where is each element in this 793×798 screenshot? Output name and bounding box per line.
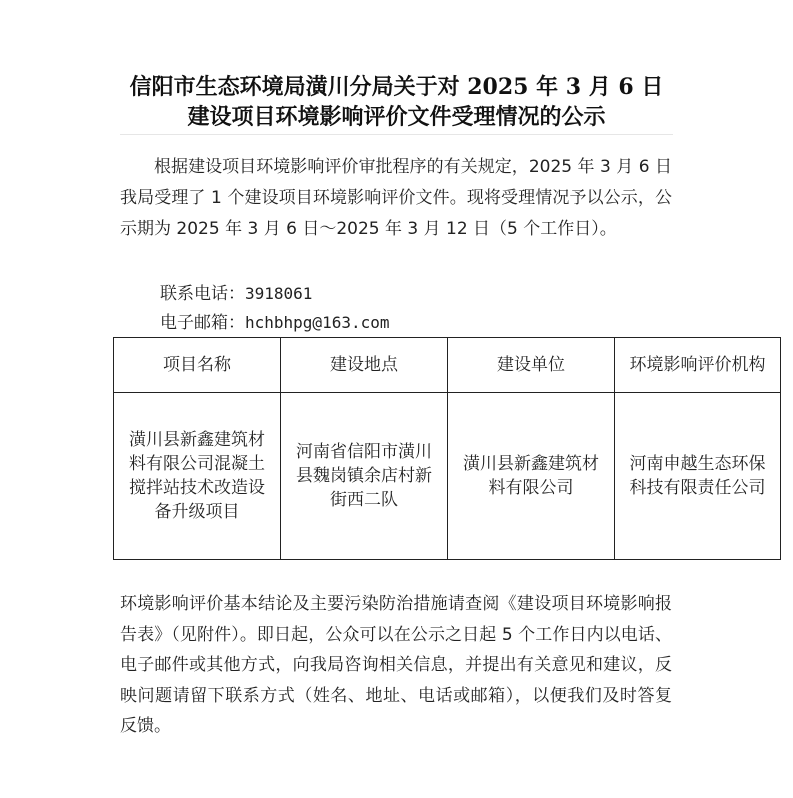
cell-eia-agency: 河南申越生态环保科技有限责任公司 [615,393,781,560]
header-builder: 建设单位 [448,338,615,393]
header-eia-agency: 环境影响评价机构 [615,338,781,393]
cell-location: 河南省信阳市潢川县魏岗镇余店村新街西二队 [281,393,448,560]
intro-section [120,152,672,245]
title-line-1: 信阳市生态环境局潢川分局关于对 2025 年 3 月 6 日 [129,74,664,100]
contact-phone [160,282,312,306]
phone-value: 3918061 [245,284,313,303]
table-row [114,393,781,560]
cell-project-name: 潢川县新鑫建筑材料有限公司混凝土搅拌站技术改造设备升级项目 [114,393,281,560]
email-value: hchbhpg@163.com [245,313,390,332]
page-title [0,72,793,132]
footer-paragraph: 环境影响评价基本结论及主要污染防治措施请查阅《建设项目环境影响报告表》（见附件）。即日起，公众可以在公示之日起 5 个工作日内以电话、电子邮件或其他方式，向我局咨询相关信息，并提出有关意见和建议，反映问题请留下联系方式（姓名、地址、电话或邮箱），以便我们及时答复反馈。 [120,594,672,736]
cell-builder: 潢川县新鑫建筑材料有限公司 [448,393,615,560]
acceptance-table [113,337,781,560]
contact-email [160,311,390,335]
title-divider [120,134,673,135]
intro-paragraph: 根据建设项目环境影响评价审批程序的有关规定，2025 年 3 月 6 日我局受理了 1 个建设项目环境影响评价文件。现将受理情况予以公示，公示期为 2025 年 3 月 6 日～2025 年 3 月 12 日（5 个工作日）。 [120,157,672,239]
header-project-name: 项目名称 [114,338,281,393]
header-location: 建设地点 [281,338,448,393]
email-label: 电子邮箱： [160,313,245,333]
phone-label: 联系电话： [160,284,245,304]
table-header-row [114,338,781,393]
title-line-2: 建设项目环境影响评价文件受理情况的公示 [187,104,606,130]
